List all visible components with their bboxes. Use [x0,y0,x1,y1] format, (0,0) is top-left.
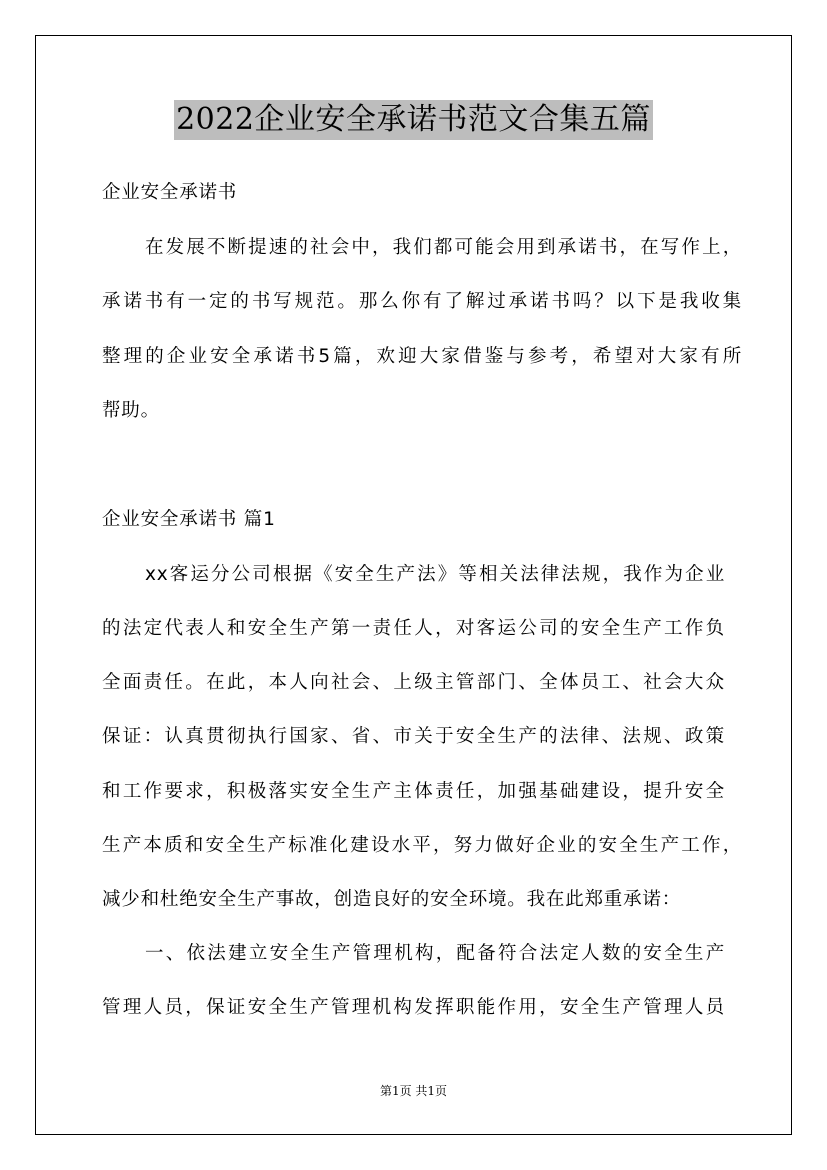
paragraph-line: xx客运分公司根据《安全生产法》等相关法律法规，我作为企业 [145,564,725,585]
paragraph-line: 帮助。 [102,400,160,421]
page-number-footer: 第1页 共1页 [379,1084,448,1098]
paragraph-line: 一、依法建立安全生产管理机构，配备符合法定人数的安全生产 [145,943,725,964]
paragraph-line: 生产本质和安全生产标准化建设水平，努力做好企业的安全生产工作， [102,835,742,856]
paragraph-line: 和工作要求，积极落实安全生产主体责任，加强基础建设，提升安全 [102,781,725,802]
paragraph-line: 的法定代表人和安全生产第一责任人，对客运公司的安全生产工作负 [102,618,725,639]
paragraph-line: 整理的企业安全承诺书5篇，欢迎大家借鉴与参考，希望对大家有所 [102,346,742,367]
document-title: 2022企业安全承诺书范文合集五篇 [174,100,653,140]
paragraph-line: 全面责任。在此，本人向社会、上级主管部门、全体员工、社会大众 [102,672,725,693]
paragraph-line: 在发展不断提速的社会中，我们都可能会用到承诺书，在写作上， [145,237,742,258]
paragraph-line: 保证：认真贯彻执行国家、省、市关于安全生产的法律、法规、政策 [102,726,725,747]
paragraph-line: 减少和杜绝安全生产事故，创造良好的安全环境。我在此郑重承诺： [102,889,682,910]
section-heading: 企业安全承诺书 [102,182,238,203]
title-container [0,100,827,140]
section-heading: 企业安全承诺书 篇1 [102,509,276,530]
paragraph-line: 管理人员，保证安全生产管理机构发挥职能作用，安全生产管理人员 [102,997,725,1018]
paragraph-line: 承诺书有一定的书写规范。那么你有了解过承诺书吗？以下是我收集 [102,291,742,312]
